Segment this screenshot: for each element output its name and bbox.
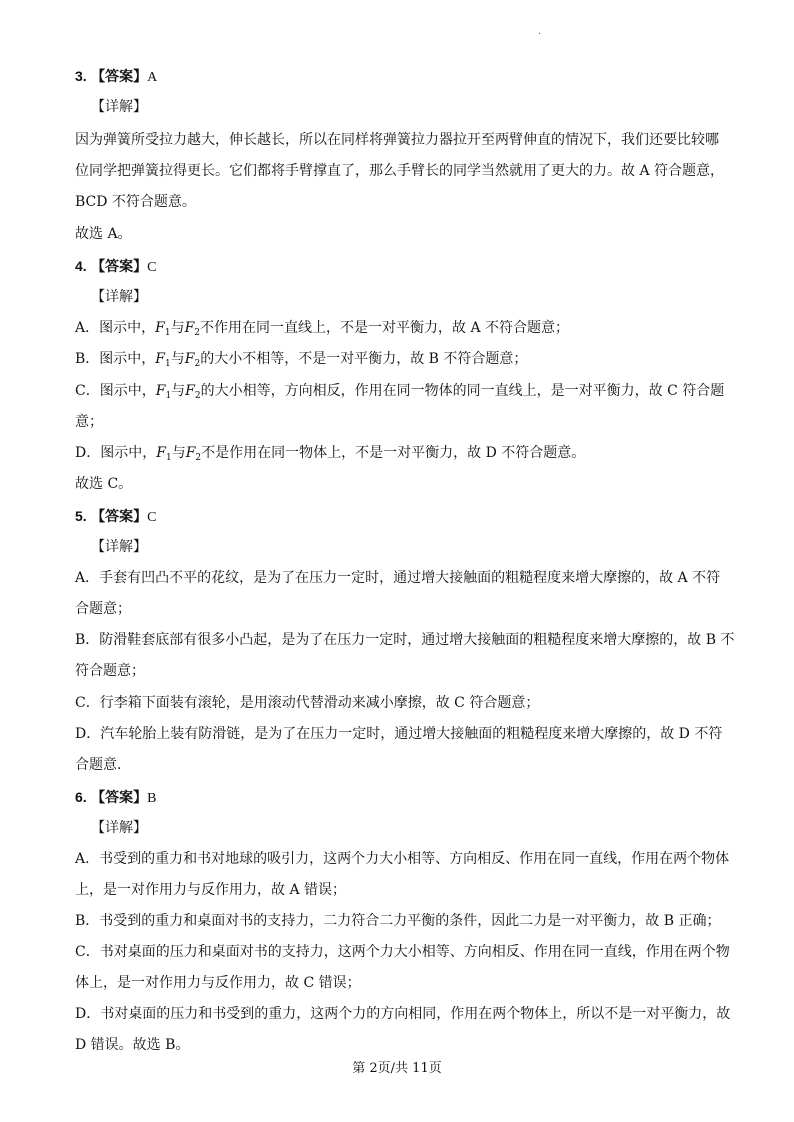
q3-answer-heading bbox=[75, 66, 157, 88]
detail-label: 【详解】 bbox=[91, 539, 147, 555]
force-subscript: 2 bbox=[194, 328, 201, 338]
q5-detail-line: C．行李箱下面装有滚轮，是用滚动代替滑动来减小摩擦，故 C 符合题意； bbox=[75, 695, 540, 711]
q4-option-c-cont: 意； bbox=[75, 414, 103, 430]
q4-option-c bbox=[75, 381, 724, 401]
page-footer: 第 2页/共 11页 bbox=[352, 1061, 442, 1076]
q3-detail-line: 因为弹簧所受拉力越大，伸长越长，所以在同样将弹簧拉力器拉开至两臂伸直的情况下，我们还要比较哪 bbox=[75, 132, 719, 148]
answer-label: 【答案】 bbox=[91, 509, 148, 525]
answer-label: 【答案】 bbox=[91, 790, 148, 806]
question-number: 5. bbox=[75, 508, 87, 524]
q4-conclusion: 故选 C。 bbox=[75, 476, 133, 492]
force-subscript: 1 bbox=[164, 328, 171, 338]
option-text: 的大小不相等，不是一对平衡力，故 B 不符合题意； bbox=[200, 351, 528, 367]
q4-option-b bbox=[75, 349, 527, 369]
option-text: 不是作用在同一物体上，不是一对平衡力，故 D 不符合题意。 bbox=[201, 445, 586, 461]
answer-value: C bbox=[147, 510, 157, 525]
force-subscript: 2 bbox=[195, 453, 202, 463]
q6-detail-line: D 错误。故选 B。 bbox=[75, 1037, 190, 1053]
force-symbol: F bbox=[185, 445, 196, 461]
option-text: A．图示中， bbox=[75, 320, 156, 336]
question-number: 6. bbox=[75, 789, 87, 805]
q6-answer-heading bbox=[75, 787, 156, 809]
q6-detail-line: D．书对桌面的压力和书受到的重力，这两个力的方向相同，作用在两个物体上，所以不是一对平衡力，故 bbox=[75, 1006, 731, 1022]
force-subscript: 1 bbox=[165, 453, 172, 463]
detail-label: 【详解】 bbox=[91, 99, 147, 115]
force-subscript: 2 bbox=[194, 391, 201, 401]
force-symbol: F bbox=[156, 445, 166, 461]
answer-value: B bbox=[147, 791, 157, 806]
question-number: 3. bbox=[75, 68, 87, 84]
q4-option-d bbox=[75, 443, 585, 463]
question-number: 4. bbox=[75, 258, 87, 274]
option-text: 与 bbox=[171, 445, 186, 461]
option-text: B．图示中， bbox=[75, 351, 156, 367]
q6-detail-line: B．书受到的重力和桌面对书的支持力，二力符合二力平衡的条件，因此二力是一对平衡力，故 B 正确； bbox=[75, 913, 721, 929]
option-text: 与 bbox=[171, 383, 186, 399]
q5-detail-line: 符合题意； bbox=[75, 663, 145, 679]
detail-label: 【详解】 bbox=[91, 820, 147, 836]
q5-answer-heading bbox=[75, 506, 156, 528]
q5-detail-line: B．防滑鞋套底部有很多小凸起，是为了在压力一定时，通过增大接触面的粗糙程度来增大摩擦的，故 B 不 bbox=[75, 632, 735, 648]
option-text: 与 bbox=[170, 320, 185, 336]
force-symbol: F bbox=[155, 351, 166, 367]
answer-value: C bbox=[147, 260, 157, 275]
answer-label: 【答案】 bbox=[91, 259, 148, 275]
q5-detail-line: 合题意； bbox=[75, 601, 131, 617]
answer-label: 【答案】 bbox=[91, 69, 148, 85]
option-text: 与 bbox=[170, 351, 185, 367]
q3-detail-line: BCD 不符合题意。 bbox=[75, 194, 196, 210]
q5-detail-line: 合题意. bbox=[75, 757, 122, 773]
force-symbol: F bbox=[185, 383, 195, 399]
force-subscript: 2 bbox=[194, 359, 201, 369]
q5-detail-line: A．手套有凹凸不平的花纹，是为了在压力一定时，通过增大接触面的粗糙程度来增大摩擦的，故 A 不符 bbox=[75, 570, 721, 586]
q6-detail-line: A．书受到的重力和书对地球的吸引力，这两个力大小相等、方向相反、作用在同一直线，作用在两个物体 bbox=[75, 851, 730, 867]
force-symbol: F bbox=[155, 383, 166, 399]
q4-answer-heading bbox=[75, 256, 156, 278]
force-subscript: 1 bbox=[165, 359, 171, 369]
q6-detail-line: 体上，是一对作用力与反作用力，故 C 错误； bbox=[75, 975, 361, 991]
page-top-mark: . bbox=[538, 26, 542, 37]
q3-conclusion: 故选 A。 bbox=[75, 226, 132, 242]
option-text: 的大小相等，方向相反，作用在同一物体的同一直线上，是一对平衡力，故 C 符合题 bbox=[200, 383, 725, 399]
detail-label: 【详解】 bbox=[91, 289, 147, 305]
option-text: C．图示中， bbox=[75, 383, 156, 399]
q5-detail-line: D．汽车轮胎上装有防滑链，是为了在压力一定时，通过增大接触面的粗糙程度来增大摩擦的，故 D 不符 bbox=[75, 726, 723, 742]
option-text: D．图示中， bbox=[75, 445, 157, 461]
force-symbol: F bbox=[184, 351, 195, 367]
q4-option-a bbox=[75, 318, 569, 338]
option-text: 不作用在同一直线上，不是一对平衡力，故 A 不符合题意； bbox=[200, 320, 570, 336]
answer-value: A bbox=[147, 70, 158, 85]
force-symbol: F bbox=[155, 320, 165, 336]
force-subscript: 1 bbox=[165, 391, 172, 401]
q6-detail-line: C．书对桌面的压力和桌面对书的支持力，这两个力大小相等、方向相反、作用在同一直线，作用在两个物 bbox=[75, 944, 730, 960]
force-symbol: F bbox=[184, 320, 195, 336]
q3-detail-line: 位同学把弹簧拉得更长。它们都将手臂撑直了，那么手臂长的同学当然就用了更大的力。故 A 符合题意， bbox=[75, 163, 725, 179]
q6-detail-line: 上，是一对作用力与反作用力，故 A 错误； bbox=[75, 882, 347, 898]
